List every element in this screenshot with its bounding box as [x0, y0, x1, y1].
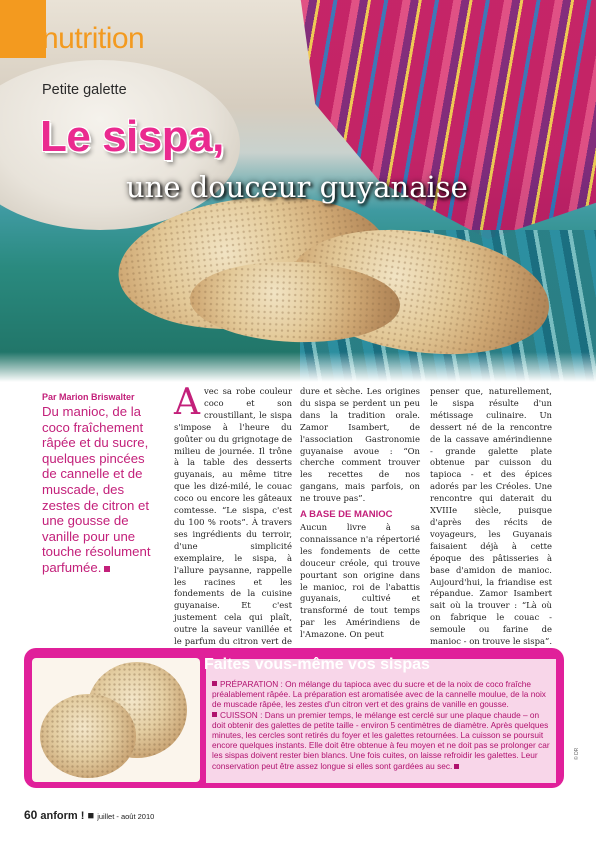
column-2-text-a: dure et sèche. Les origines du sispa se perdent un peu dans la tradition orale. Zamor Isambert, de l'association Gastronomie guyanaise avoue : “On cherche comment trouver les recettes de nos gangans, mais parfois, on ne trouve pas”.	[300, 386, 420, 504]
intro-body: Du manioc, de la coco fraîchement râpée et du sucre, quelques pincées de cannelle et de muscade, des zestes de citron et une gousse de vanille pour une touche résolument parfumée.	[42, 404, 151, 575]
section-label: nutrition	[42, 22, 145, 55]
magazine-name: anform !	[40, 810, 85, 822]
footer-square-icon: ■	[87, 810, 95, 822]
kicker: Petite galette	[42, 82, 127, 98]
sispa-galette	[40, 694, 136, 778]
byline: Par Marion Briswalter	[42, 392, 135, 402]
recipe-title: Faites vous-même vos sispas	[204, 656, 430, 673]
drop-cap: A	[174, 382, 200, 423]
issue-date: juillet - août 2010	[97, 812, 155, 821]
bullet-square-icon	[212, 712, 217, 717]
prep-text: On mélange du tapioca avec du sucre et de la noix de coco fraîche préalablement râpée. La préparation est aromatisée avec de la cannelle moulue, de la noix de muscade râpée, les zestes d'un citron vert et des grains de vanille en gousse.	[212, 679, 546, 710]
cook-label: CUISSON :	[220, 709, 263, 720]
article-subhead: A BASE DE MANIOC	[300, 509, 393, 521]
prep-label: PRÉPARATION :	[220, 679, 283, 689]
article-column-1	[174, 382, 292, 660]
photo-credit: © DR	[574, 747, 580, 760]
intro-text	[42, 404, 162, 576]
cook-text: Dans un premier temps, le mélange est cerclé sur une plaque chaude – on doit obtenir des galettes de petite taille - environ 5 centimètres de diamètre. Après quelques minutes, les cercles sont retirés du foyer et les galettes retournées. La cuisson se poursuit encore quelques instants. Elle doit être obtenue à feu moyen et ne doit pas se prolonger car les sispas doivent rester bien blancs. Une fois cuites, on laisse refroidir les galettes. Leur conservation peut être assez longue si elles sont gardées au sec.	[212, 709, 550, 771]
page-footer	[24, 808, 154, 822]
page-title: Le sispa,	[40, 112, 224, 161]
page-subtitle: une douceur guyanaise	[126, 170, 468, 204]
section-marker	[0, 0, 46, 58]
hero-fade	[0, 352, 596, 382]
end-square-icon	[104, 566, 110, 572]
recipe-photo	[32, 658, 200, 782]
recipe-text	[212, 679, 552, 771]
column-1-text: vec sa robe couleur coco et son croustillant, le sispa s'impose à l'heure du goûter ou du grignotage de milieu de journée. Il trône à la table des desserts guyanais, au même titre que les dizé-milé, le couac coco ou encore les gâteaux comtesse. “Le sispa, c'est du 100 % roots”. À travers ses ingrédients du terroir, d'une simplicité exemplaire, le sispa, à l'allure paysanne, rappelle les racines et les fondements de la cuisine guyanaise. Et c'est justement cela qui plaît, outre la saveur vanillée et le parfum du citron vert de	[174, 386, 292, 647]
column-2-text-b: Aucun livre à sa connaissance n'a répertorié les fondements de cette douceur créole, qui trouve pourtant son origine dans le manioc, roi de l'abattis guyanais, cultivé et transformé de tout temps par les Amérindiens de l'Amazone. On peut	[300, 521, 420, 640]
column-3-text: penser que, naturellement, le sispa résulte d'un métissage culinaire. Un dessert né de la rencontre de la cassave amérindienne - grande galette plate obtenue par cuisson du tapioca - et des épices adorés par les Créoles. Une rencontre qui daterait du XVIIIe siècle, puisque d'après des récits de voyageurs, les Guyanais faisaient déjà à cette époque des pâtisseries à base d'amidon de manioc. Aujourd'hui, la friandise est répandue. Zamor Isambert sait où la trouver : “Là où on fabrique le couac - semoule ou farine de manioc - on trouve le sispa”.	[430, 386, 552, 647]
end-square-icon	[454, 764, 459, 769]
article-column-2	[300, 386, 420, 641]
article-column-3	[430, 386, 552, 660]
page-number: 60	[24, 808, 38, 822]
bullet-square-icon	[212, 681, 217, 686]
